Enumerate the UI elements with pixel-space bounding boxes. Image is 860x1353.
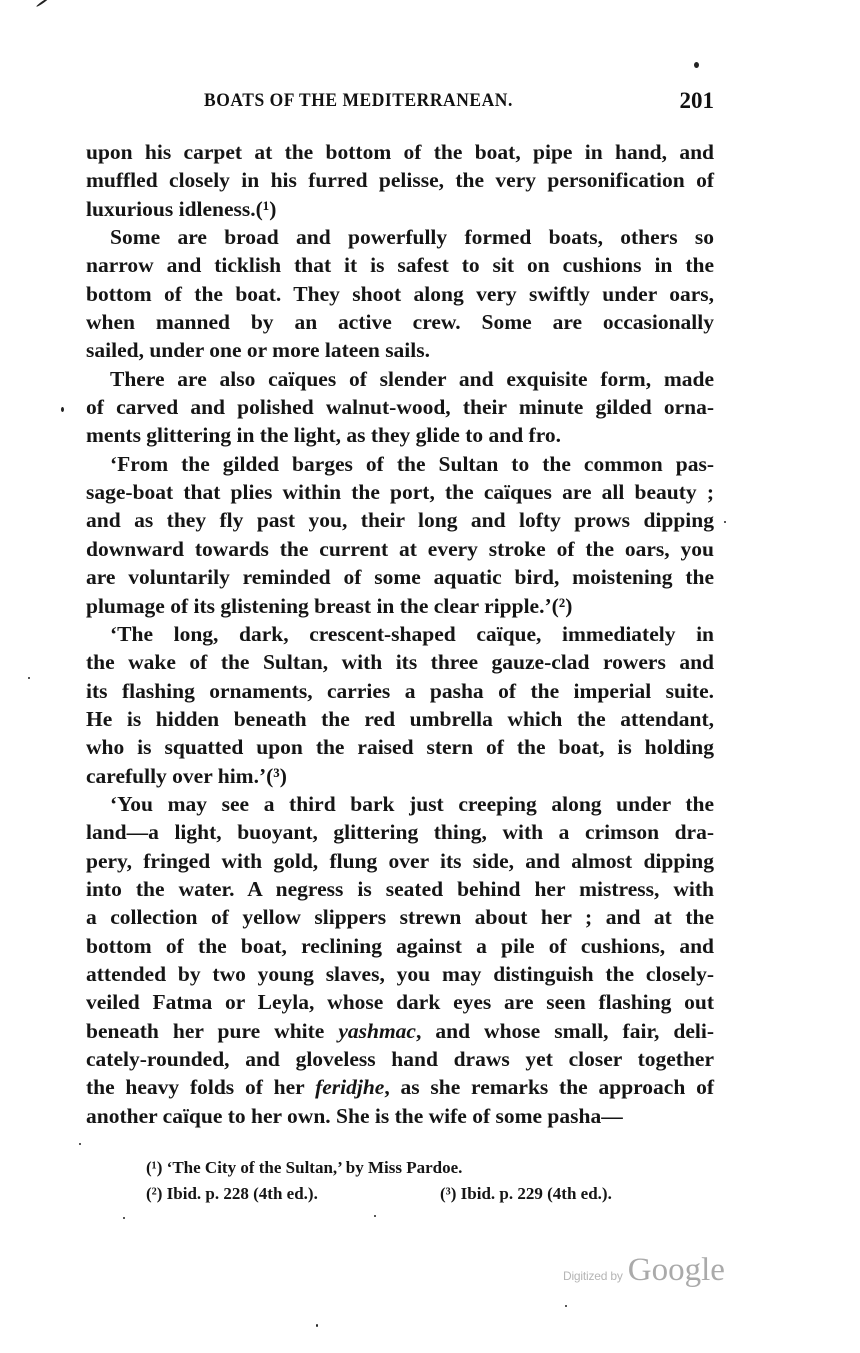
text-line — [86, 1073, 714, 1101]
body-text — [86, 138, 714, 1130]
scan-speck — [724, 521, 726, 523]
scan-speck — [565, 1305, 567, 1307]
text-line: bottom of the boat. They shoot along very swiftly under oars, — [86, 281, 714, 306]
italic-term-yashmac: yashmac — [338, 1018, 416, 1043]
text-line: land—a light, buoyant, glittering thing, with a crimson dra- — [86, 820, 714, 845]
text-line: cately-rounded, and gloveless hand draws yet closer together — [86, 1047, 714, 1071]
footnote-mark: (¹) — [146, 1158, 163, 1177]
text-line: sage-boat that plies within the port, the caïques are all beauty ; — [86, 480, 714, 505]
footnote-row — [146, 1181, 676, 1207]
footnote-2 — [146, 1184, 318, 1203]
text-line: muffled closely in his furred pelisse, the very personification of — [86, 168, 714, 193]
text-line: luxurious idleness.(¹) — [86, 196, 277, 221]
text-line: Some are broad and powerfully formed boats, others so — [110, 225, 714, 250]
text-line: He is hidden beneath the red umbrella which the attendant, — [86, 706, 714, 731]
text-line: upon his carpet at the bottom of the boat, pipe in hand, and — [86, 140, 714, 164]
text-line: another caïque to her own. She is the wife of some pasha— — [86, 1103, 623, 1128]
text-line: ments glittering in the light, as they glide to and fro. — [86, 423, 561, 448]
footnote-1 — [146, 1155, 676, 1181]
text-line: a collection of yellow slippers strewn about her ; and at the — [86, 905, 714, 930]
text-line: the wake of the Sultan, with its three gauze-clad rowers and — [86, 650, 714, 675]
text-line: narrow and ticklish that it is safest to sit on cushions in the — [86, 253, 714, 278]
scan-speck — [694, 62, 699, 68]
text-line: veiled Fatma or Leyla, whose dark eyes are seen flashing out — [86, 990, 714, 1015]
page-number: 201 — [679, 88, 714, 113]
text-line: are voluntarily reminded of some aquatic bird, moistening the — [86, 565, 714, 590]
text-line: into the water. A negress is seated behind her mistress, with — [86, 876, 714, 901]
text-line: ‘From the gilded barges of the Sultan to the common pas- — [110, 451, 714, 476]
footnote-3 — [440, 1181, 612, 1207]
running-head — [86, 88, 714, 118]
google-logo-text: Google — [627, 1252, 725, 1288]
scan-speck — [316, 1324, 318, 1327]
text-line: when manned by an active crew. Some are occasionally — [86, 310, 714, 335]
footnote-mark: (²) — [146, 1184, 163, 1203]
text-line: downward towards the current at every stroke of the oars, you — [86, 536, 714, 561]
running-title: BOATS OF THE MEDITERRANEAN. — [204, 90, 513, 111]
footnote-text: ‘The City of the Sultan,’ by Miss Pardoe. — [166, 1158, 463, 1177]
italic-term-feridjhe: feridjhe — [315, 1075, 385, 1100]
text-line: pery, fringed with gold, flung over its side, and almost dipping — [86, 848, 714, 873]
text-run: the heavy folds of her — [86, 1075, 316, 1100]
scan-speck — [79, 1143, 81, 1145]
scan-speck — [123, 1217, 125, 1219]
text-line: ‘You may see a third bark just creeping along under the — [110, 791, 714, 816]
footnotes — [146, 1155, 676, 1207]
scan-speck — [28, 677, 30, 679]
text-line: sailed, under one or more lateen sails. — [86, 338, 430, 363]
text-line: of carved and polished walnut-wood, their minute gilded orna- — [86, 395, 714, 420]
scan-speck — [374, 1215, 376, 1217]
text-run: beneath her pure white — [86, 1018, 339, 1043]
text-line: carefully over him.’(³) — [86, 763, 287, 788]
text-run: , as she remarks the approach of — [384, 1075, 714, 1100]
text-line: attended by two young slaves, you may distinguish the closely- — [86, 961, 714, 986]
text-line: bottom of the boat, reclining against a pile of cushions, and — [86, 933, 714, 958]
text-line — [86, 1017, 714, 1045]
scan-mark — [36, 0, 50, 7]
text-run: , and whose small, fair, deli- — [415, 1018, 715, 1043]
footnote-text: Ibid. p. 229 (4th ed.). — [460, 1184, 612, 1203]
text-line: its flashing ornaments, carries a pasha of the imperial suite. — [86, 678, 714, 703]
text-line: who is squatted upon the raised stern of the boat, is holding — [86, 735, 714, 760]
digitized-by-google-watermark — [563, 1252, 725, 1289]
text-line: and as they fly past you, their long and lofty prows dipping — [86, 508, 714, 533]
text-line: plumage of its glistening breast in the clear ripple.’(²) — [86, 593, 573, 618]
watermark-prefix: Digitized by — [563, 1269, 623, 1283]
scan-speck — [61, 407, 64, 412]
footnote-text: Ibid. p. 228 (4th ed.). — [166, 1184, 318, 1203]
text-line: ‘The long, dark, crescent-shaped caïque, immediately in — [110, 621, 714, 646]
text-line: There are also caïques of slender and exquisite form, made — [110, 366, 714, 391]
footnote-mark: (³) — [440, 1184, 457, 1203]
